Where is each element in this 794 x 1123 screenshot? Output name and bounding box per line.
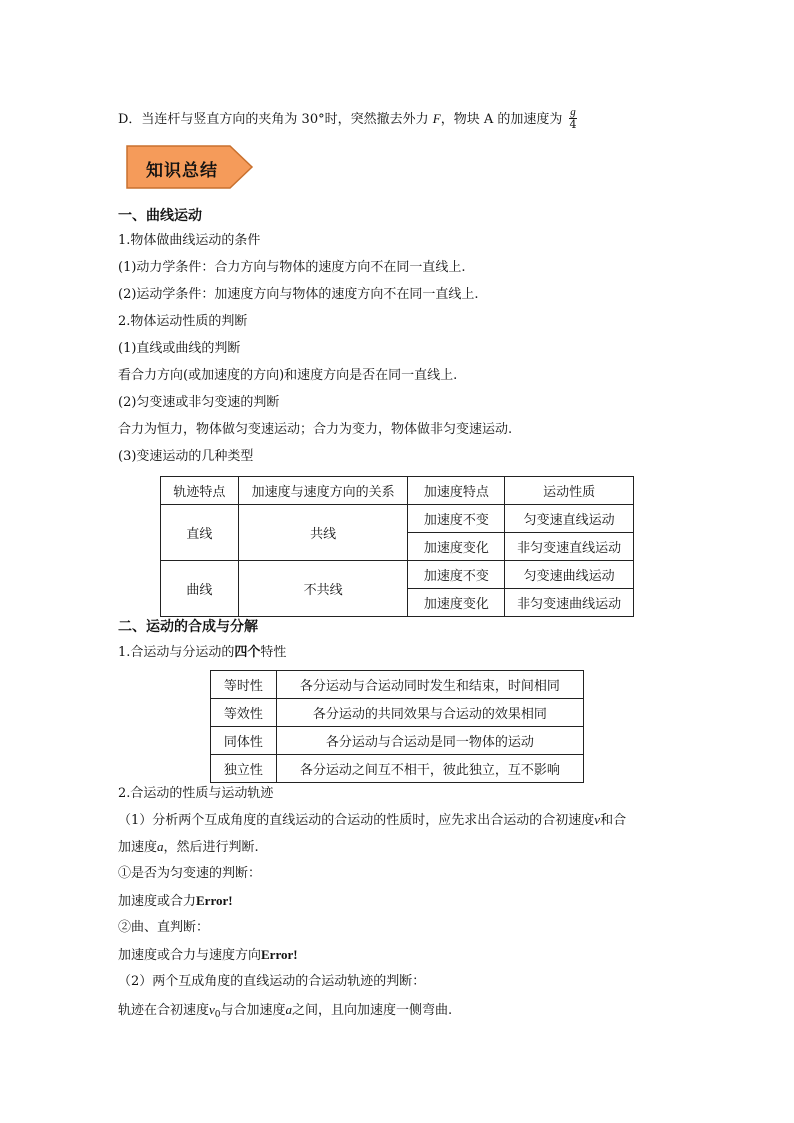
table-row — [211, 755, 584, 783]
nature-cell: 匀变速曲线运动 — [505, 561, 634, 589]
table-row — [211, 727, 584, 755]
property-name-cell: 等时性 — [211, 671, 277, 699]
table-header-cell: 轨迹特点 — [161, 477, 239, 505]
table-row — [161, 505, 634, 533]
section1-line9: (3)变速运动的几种类型 — [118, 449, 254, 464]
section3-line6: ②曲、直判断： — [118, 920, 210, 935]
section3-line7: 加速度或合力与速度方向Error! — [118, 947, 298, 963]
section1-line1: 1.物体做曲线运动的条件 — [118, 233, 261, 248]
section3-line2: （1）分析两个互成角度的直线运动的合运动的性质时，应先求出合运动的合初速度v和合 — [118, 812, 627, 828]
property-desc-cell: 各分运动与合运动同时发生和结束，时间相同 — [276, 671, 583, 699]
table-row — [161, 561, 634, 589]
fraction-g-over-4: $\frac{g}{4}$ — [569, 106, 577, 131]
section2-line1: 1.合运动与分运动的四个特性 — [118, 645, 287, 660]
section2-heading: 二、运动的合成与分解 — [118, 619, 258, 635]
error-ref: Error! — [261, 947, 298, 962]
acc-cell: 加速度不变 — [408, 561, 505, 589]
table-header-cell: 加速度与速度方向的关系 — [238, 477, 408, 505]
force-symbol: F — [432, 111, 441, 126]
option-d: D．当连杆与竖直方向的夹角为 30°时，突然撤去外力 F，物块 A 的加速度为 $\frac{g}{4}$ — [118, 106, 577, 131]
section3-line5: 加速度或合力Error! — [118, 893, 233, 909]
acc-cell: 加速度变化 — [408, 533, 505, 561]
property-name-cell: 同体性 — [211, 727, 277, 755]
property-desc-cell: 各分运动之间互不相干，彼此独立，互不影响 — [276, 755, 583, 783]
section3-line1: 2.合运动的性质与运动轨迹 — [118, 786, 274, 801]
relation-cell: 不共线 — [238, 561, 408, 617]
section1-line8: 合力为恒力，物体做匀变速运动；合力为变力，物体做非匀变速运动. — [118, 422, 513, 437]
section1-heading: 一、曲线运动 — [118, 208, 202, 224]
section1-line3: (2)运动学条件：加速度方向与物体的速度方向不在同一直线上. — [118, 287, 479, 302]
knowledge-summary-badge — [126, 145, 254, 189]
property-name-cell: 等效性 — [211, 699, 277, 727]
relation-cell: 共线 — [238, 505, 408, 561]
table-header-row — [161, 477, 634, 505]
section1-line7: (2)匀变速或非匀变速的判断 — [118, 395, 280, 410]
acc-cell: 加速度变化 — [408, 589, 505, 617]
section3-line3: 加速度a，然后进行判断. — [118, 839, 259, 855]
badge-label: 知识总结 — [146, 161, 218, 181]
table-row — [211, 699, 584, 727]
motion-types-table — [160, 476, 634, 617]
error-ref: Error! — [196, 893, 233, 908]
table-header-cell: 加速度特点 — [408, 477, 505, 505]
track-cell: 直线 — [161, 505, 239, 561]
track-cell: 曲线 — [161, 561, 239, 617]
section3-line4: ①是否为匀变速的判断： — [118, 866, 262, 881]
nature-cell: 非匀变速曲线运动 — [505, 589, 634, 617]
property-name-cell: 独立性 — [211, 755, 277, 783]
section3-line8: （2）两个互成角度的直线运动的合运动轨迹的判断： — [118, 974, 426, 989]
table-header-cell: 运动性质 — [505, 477, 634, 505]
section3-line9: 轨迹在合初速度$v_0$与合加速度a之间，且向加速度一侧弯曲. — [118, 1002, 453, 1020]
property-desc-cell: 各分运动与合运动是同一物体的运动 — [276, 727, 583, 755]
property-desc-cell: 各分运动的共同效果与合运动的效果相同 — [276, 699, 583, 727]
section1-line2: (1)动力学条件：合力方向与物体的速度方向不在同一直线上. — [118, 260, 466, 275]
nature-cell: 匀变速直线运动 — [505, 505, 634, 533]
table-row — [211, 671, 584, 699]
section1-line4: 2.物体运动性质的判断 — [118, 314, 248, 329]
properties-table — [210, 670, 584, 783]
section1-line5: (1)直线或曲线的判断 — [118, 341, 241, 356]
nature-cell: 非匀变速直线运动 — [505, 533, 634, 561]
section1-line6: 看合力方向(或加速度的方向)和速度方向是否在同一直线上. — [118, 368, 458, 383]
acc-cell: 加速度不变 — [408, 505, 505, 533]
